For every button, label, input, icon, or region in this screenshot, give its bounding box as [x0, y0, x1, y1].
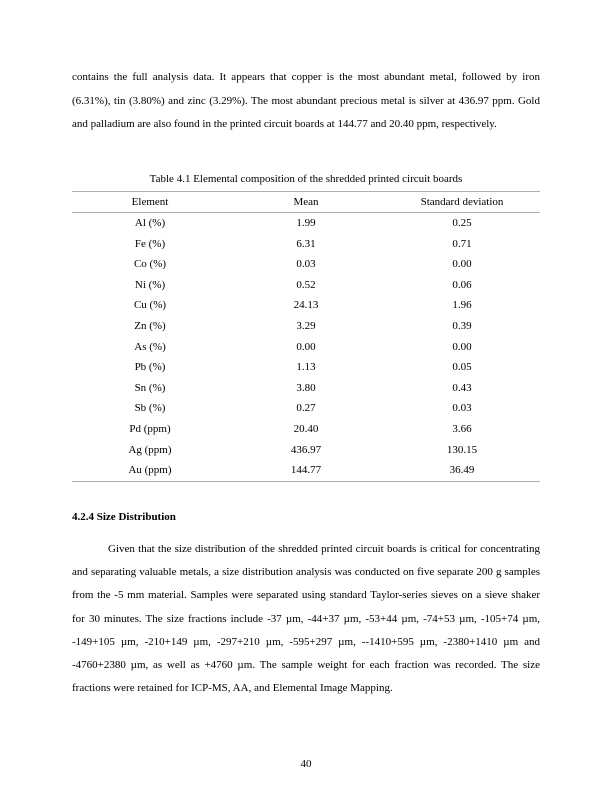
cell-mean: 3.29 [296, 319, 316, 332]
table-row [72, 213, 540, 234]
cell-std-dev: 36.49 [384, 460, 540, 481]
cell-std-dev: 0.03 [452, 402, 472, 415]
table-header-row [72, 192, 540, 213]
cell-element: Al (%) [134, 217, 166, 229]
cell-std-dev: 130.15 [446, 443, 478, 456]
table-row [72, 357, 540, 378]
header-std-dev: Standard deviation [384, 192, 540, 213]
table-row [72, 337, 540, 358]
table-row [72, 234, 540, 255]
elemental-composition-table [72, 191, 540, 482]
size-distribution-text: Given that the size distribution of the shredded printed circuit boards is critical for concentrating and separating valuable metals, a size distribution analysis was conducted on five separate 200 g samples from the -5 mm material. Samples were separated using standard Taylor-series sieves on a sieve shaker for 30 minutes. The size fractions include -37 µm, -44+37 µm, -53+44 µm, -74+53 µm, -105+74 µm, -149+105 µm, -210+149 µm, -297+210 µm, -595+297 µm, --1410+595 µm, -2380+1410 µm and -4760+2380 µm, as well as +4760 µm. The sample weight for each fraction was recorded. The size fractions were retained for ICP-MS, AA, and Elemental Image Mapping. [72, 543, 540, 695]
cell-element: Co (%) [133, 258, 167, 271]
intro-paragraph: contains the full analysis data. It appears that copper is the most abundant metal, followed by iron (6.31%), tin (3.80%) and zinc (3.29%). The most abundant precious metal is silver at 436.97 ppm. Gold and palladium are also found in the printed circuit boards at 144.77 and 20.40 ppm, respectively. [72, 71, 540, 130]
cell-element: Au (ppm) [72, 460, 228, 481]
cell-mean: 0.27 [296, 402, 316, 415]
cell-mean: 436.97 [290, 443, 322, 456]
table-body [72, 213, 540, 482]
cell-element: Ni (%) [134, 278, 166, 291]
cell-std-dev: 0.05 [452, 361, 472, 374]
cell-element: Pd (ppm) [129, 422, 171, 435]
header-mean: Mean [228, 192, 384, 213]
table-row [72, 419, 540, 440]
table-row [72, 460, 540, 481]
cell-element: Sn (%) [134, 381, 166, 394]
cell-std-dev: 0.06 [452, 278, 472, 291]
cell-mean: 144.77 [228, 460, 384, 481]
cell-mean: 24.13 [293, 299, 319, 312]
cell-std-dev: 0.25 [452, 217, 472, 229]
table-row [72, 254, 540, 275]
cell-std-dev: 1.96 [452, 299, 472, 312]
cell-mean: 0.00 [296, 340, 316, 353]
table-row [72, 316, 540, 337]
size-distribution-paragraph [72, 538, 540, 700]
cell-mean: 3.80 [296, 381, 316, 394]
table-row [72, 378, 540, 399]
cell-element: Zn (%) [134, 319, 166, 332]
cell-mean: 1.99 [296, 217, 316, 229]
table-row [72, 295, 540, 316]
cell-mean: 1.13 [296, 361, 316, 374]
cell-std-dev: 0.71 [452, 237, 472, 250]
cell-std-dev: 0.43 [452, 381, 472, 394]
cell-element: Cu (%) [133, 299, 167, 312]
table-row [72, 398, 540, 419]
cell-element: Fe (%) [134, 237, 166, 250]
cell-std-dev: 3.66 [452, 422, 472, 435]
cell-element: Sb (%) [134, 402, 166, 415]
cell-std-dev: 0.00 [452, 340, 472, 353]
page-number: 40 [300, 758, 312, 770]
cell-element: As (%) [134, 340, 166, 353]
cell-mean: 0.03 [296, 258, 316, 271]
cell-mean: 0.52 [296, 278, 316, 291]
table-caption: Table 4.1 Elemental composition of the shredded printed circuit boards [149, 173, 463, 185]
cell-mean: 6.31 [296, 237, 316, 250]
cell-element: Pb (%) [134, 361, 166, 374]
cell-std-dev: 0.39 [452, 319, 472, 332]
table-row [72, 440, 540, 461]
cell-element: Ag (ppm) [128, 443, 172, 456]
cell-std-dev: 0.00 [452, 258, 472, 271]
table-row [72, 275, 540, 296]
header-element: Element [72, 192, 228, 213]
cell-mean: 20.40 [293, 422, 319, 435]
section-heading: 4.2.4 Size Distribution [72, 511, 176, 523]
